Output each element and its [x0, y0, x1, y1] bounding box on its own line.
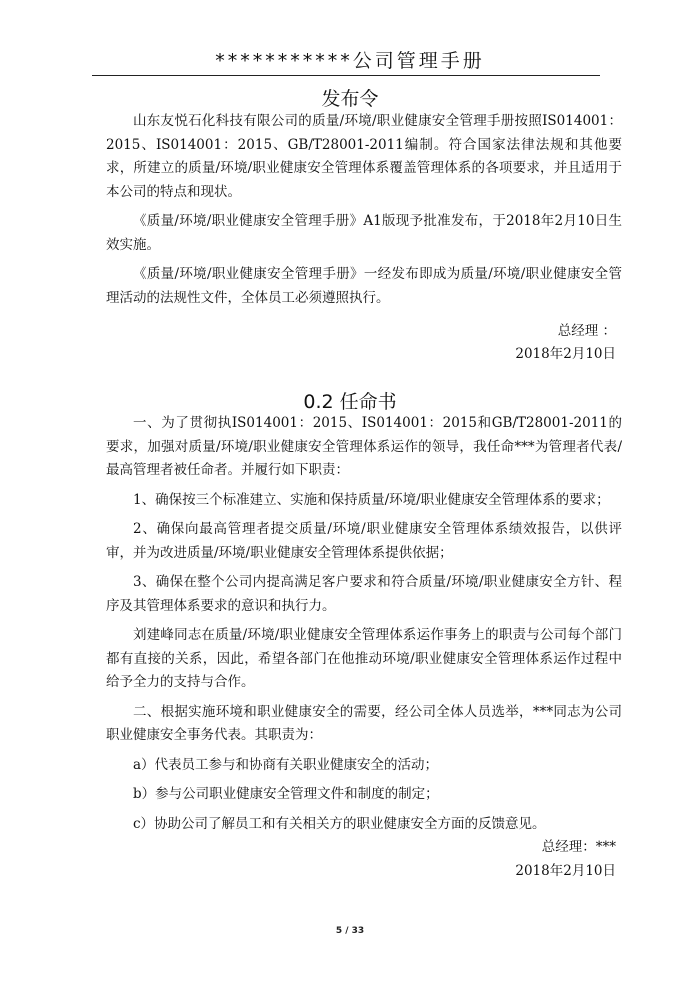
- appointment-duty-2: 2、确保向最高管理者提交质量/环境/职业健康安全管理体系绩效报告，以供评审，并为改进质量/环境/职业健康安全管理体系提供依据；: [106, 521, 622, 561]
- decree-title: 发布令: [321, 88, 379, 110]
- decree-body: [106, 110, 622, 310]
- appointment-title: 0.2 任命书: [303, 391, 397, 413]
- appointment-duty-3: 3、确保在整个公司内提高满足客户要求和符合质量/环境/职业健康安全方针、程序及其管理体系要求的意识和执行力。: [106, 574, 622, 614]
- decree-paragraph-1: 山东友悦石化科技有限公司的质量/环境/职业健康安全管理手册按照IS014001：2015、IS014001：2015、GB/T28001-2011编制。符合国家法律法规和其他要求，所建立的质量/环境/职业健康安全管理体系覆盖管理体系的各项要求，并且适用于本公司的特点和现状。: [106, 113, 622, 200]
- appointment-list-item-b: b）参与公司职业健康安全管理文件和制度的制定；: [133, 786, 439, 802]
- decree-paragraph-2: 《质量/环境/职业健康安全管理手册》A1版现予批准发布，于2018年2月10日生效实施。: [106, 213, 622, 253]
- appointment-paragraph-support: 刘建峰同志在质量/环境/职业健康安全管理体系运作事务上的职责与公司每个部门都有直接的关系，因此，希望各部门在他推动环境/职业健康安全管理体系运作过程中给予全力的支持与合作。: [106, 627, 622, 690]
- appointment-list-item-c: c）协助公司了解员工和有关相关方的职业健康安全方面的反馈意见。: [133, 815, 546, 832]
- appointment-signer: 总经理：***: [541, 839, 616, 855]
- appointment-duty-1: 1、确保按三个标准建立、实施和保持质量/环境/职业健康安全管理体系的要求；: [133, 491, 610, 508]
- decree-date: 2018年2月10日: [515, 346, 616, 362]
- header-divider: [92, 75, 600, 76]
- decree-signer: 总经理 ：: [557, 323, 616, 339]
- page-number: 5 / 33: [335, 926, 365, 936]
- appointment-paragraph-2: 二、根据实施环境和职业健康安全的需要，经公司全体人员选举，***同志为公司职业健康安全事务代表。其职责为：: [106, 703, 622, 743]
- appointment-paragraph-1: 一、为了贯彻执IS014001：2015、IS014001：2015和GB/T28001-2011的要求，加强对质量/环境/职业健康安全管理体系运作的领导，我任命***为管理者代表/最高管理者被任命者。并履行如下职责：: [106, 415, 622, 478]
- manual-header-title: ***********公司管理手册: [215, 50, 485, 72]
- decree-paragraph-3: 《质量/环境/职业健康安全管理手册》一经发布即成为质量/环境/职业健康安全管理活动的法规性文件，全体员工必须遵照执行。: [106, 266, 622, 306]
- appointment-list-item-a: a）代表员工参与和协商有关职业健康安全的活动；: [133, 756, 439, 773]
- appointment-date: 2018年2月10日: [515, 863, 616, 879]
- appointment-body: [106, 412, 622, 836]
